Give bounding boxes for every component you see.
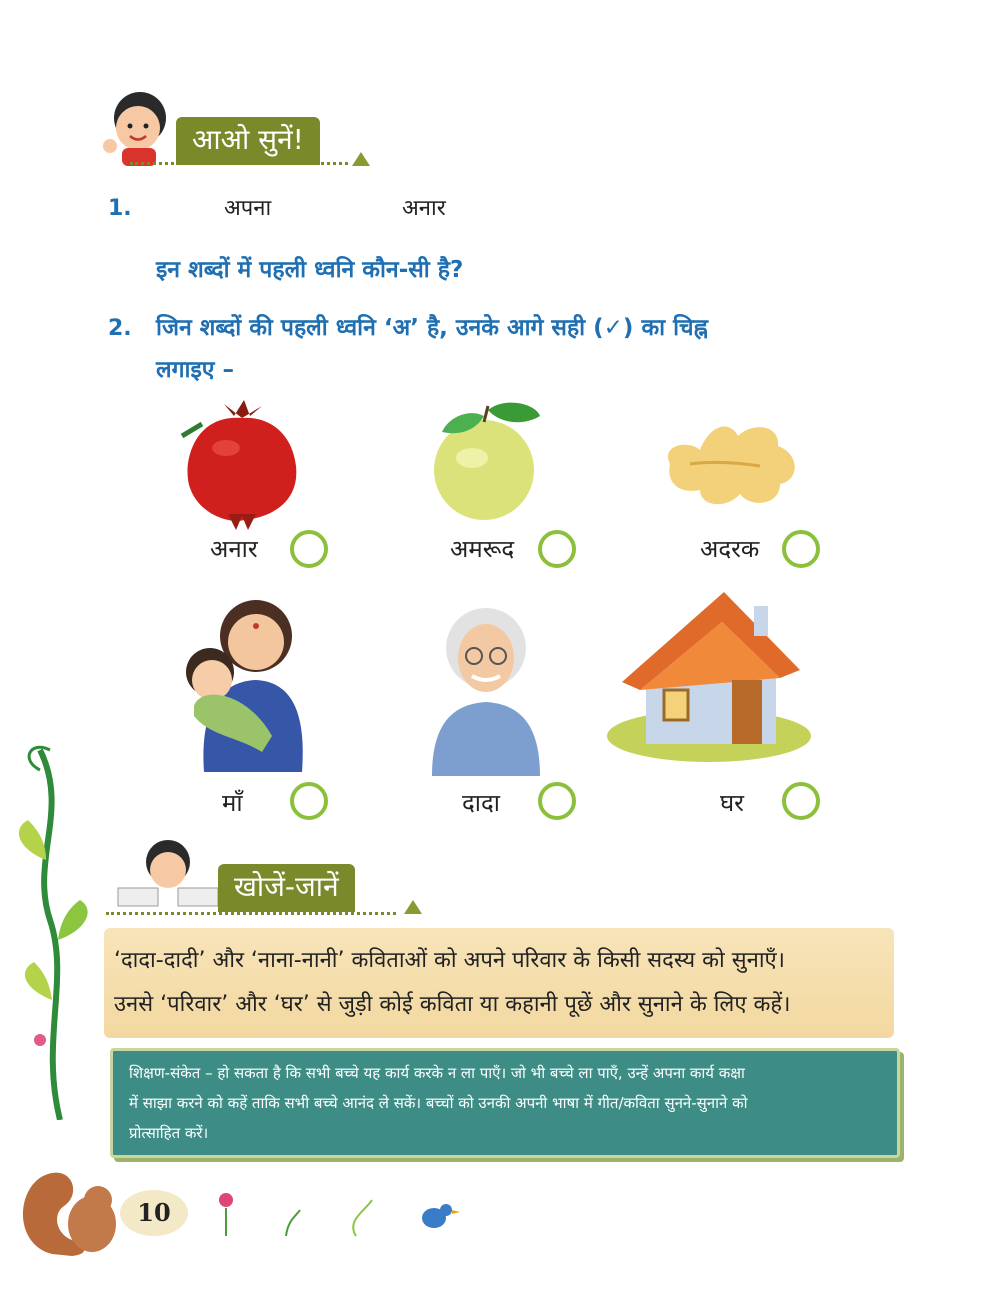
section-divider-2 xyxy=(106,912,396,915)
question-number-1: 1. xyxy=(108,196,132,221)
answer-circle-6[interactable] xyxy=(782,782,820,820)
question-2-line2: लगाइए – xyxy=(156,357,235,383)
answer-circle-5[interactable] xyxy=(538,782,576,820)
grandfather-icon xyxy=(424,592,548,776)
note-line-2: में साझा करने को कहें ताकि सभी बच्चे आनंद ले सकें। बच्चों को उनकी अपनी भाषा में गीत/कविता सुनने-सुनाने को xyxy=(129,1094,748,1112)
teaching-note xyxy=(110,1048,900,1158)
item-label-3: अदरक xyxy=(700,535,760,563)
boy-listening-icon xyxy=(92,88,182,168)
vine-decoration-icon xyxy=(0,740,120,1120)
item-label-4: माँ xyxy=(222,789,243,817)
house-icon xyxy=(604,586,814,772)
ginger-icon xyxy=(660,414,802,510)
section-divider xyxy=(130,162,348,165)
pomegranate-icon xyxy=(172,396,312,530)
squirrel-icon xyxy=(12,1144,122,1256)
note-line-1: शिक्षण-संकेत – हो सकता है कि सभी बच्चे यह कार्य करके न ला पाएँ। जो भी बच्चे ला पाएँ, उन्हें अपना कार्य कक्षा xyxy=(129,1064,745,1082)
answer-circle-3[interactable] xyxy=(782,530,820,568)
question-number-2: 2. xyxy=(108,316,132,341)
activity-line-1: ‘दादा-दादी’ और ‘नाना-नानी’ कविताओं को अपने परिवार के किसी सदस्य को सुनाएँ। xyxy=(114,948,786,973)
item-label-6: घर xyxy=(720,789,744,817)
boy-reading-icon xyxy=(112,836,222,912)
triangle-icon-2 xyxy=(404,900,422,914)
triangle-icon xyxy=(352,152,370,166)
mother-child-icon xyxy=(176,586,316,772)
page-number: 10 xyxy=(120,1190,188,1236)
question-1-text: इन शब्दों में पहली ध्वनि कौन-सी है? xyxy=(156,257,464,283)
note-line-3: प्रोत्साहित करें। xyxy=(129,1124,209,1142)
section-title-explore: खोजें-जानें xyxy=(218,864,355,912)
flowers-bird-decoration-icon xyxy=(196,1180,536,1240)
answer-circle-4[interactable] xyxy=(290,782,328,820)
section-title-listen: आओ सुनें! xyxy=(176,117,320,165)
word-1: अपना xyxy=(224,196,272,221)
item-label-2: अमरूद xyxy=(450,535,515,563)
answer-circle-2[interactable] xyxy=(538,530,576,568)
word-2: अनार xyxy=(402,196,446,221)
activity-box xyxy=(104,928,894,1038)
question-2-line1: जिन शब्दों की पहली ध्वनि ‘अ’ है, उनके आगे सही (✓) का चिह्न xyxy=(156,315,708,341)
item-label-5: दादा xyxy=(462,789,500,817)
answer-circle-1[interactable] xyxy=(290,530,328,568)
activity-line-2: उनसे ‘परिवार’ और ‘घर’ से जुड़ी कोई कविता या कहानी पूछें और सुनाने के लिए कहें। xyxy=(114,992,791,1017)
guava-icon xyxy=(428,398,548,524)
item-label-1: अनार xyxy=(210,535,258,563)
